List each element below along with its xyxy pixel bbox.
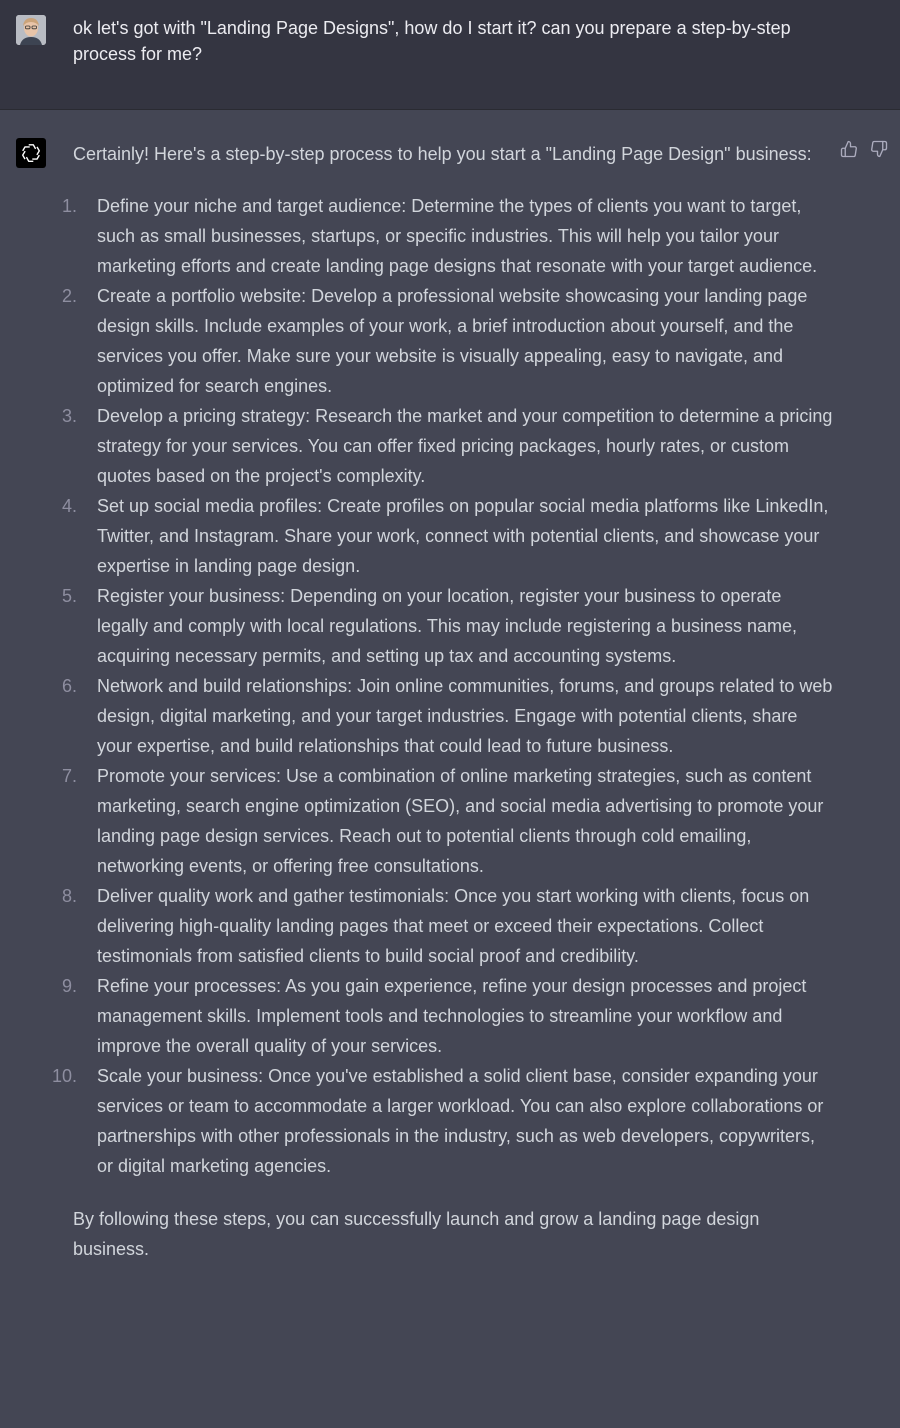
list-item — [61, 761, 833, 881]
assistant-message — [0, 110, 900, 1428]
list-item-text: Develop a pricing strategy: Research the market and your competition to determine a pricing strategy for your services. You can offer fixed pricing packages, hourly rates, or custom quotes based on the project's complexity. — [97, 406, 833, 486]
openai-logo-icon — [16, 138, 46, 168]
list-item — [61, 881, 833, 971]
feedback-buttons — [840, 140, 888, 158]
list-item — [51, 1061, 833, 1181]
list-item-number: 9. — [61, 976, 77, 996]
list-item — [61, 281, 833, 401]
assistant-outro: By following these steps, you can successfully launch and grow a landing page design business. — [73, 1209, 760, 1259]
list-item — [61, 581, 833, 671]
list-item-number: 1. — [61, 196, 77, 216]
list-item-text: Network and build relationships: Join online communities, forums, and groups related to web design, digital marketing, and your target industries. Engage with potential clients, share your expertise, and build relationships that could lead to future business. — [97, 676, 833, 756]
list-item-number: 3. — [61, 406, 77, 426]
list-item-number: 4. — [61, 496, 77, 516]
assistant-intro: Certainly! Here's a step-by-step process to help you start a "Landing Page Design" business: — [73, 144, 812, 164]
list-item — [61, 671, 833, 761]
list-item — [61, 191, 833, 281]
list-item-text: Define your niche and target audience: Determine the types of clients you want to target, such as small businesses, startups, or specific industries. This will help you tailor your marketing efforts and create landing page designs that resonate with your target audience. — [97, 196, 818, 276]
list-item-number: 5. — [61, 586, 77, 606]
thumbs-up-icon[interactable] — [840, 140, 858, 158]
user-message-text: ok let's got with "Landing Page Designs", how do I start it? can you prepare a step-by-step process for me? — [73, 18, 791, 64]
list-item-number: 2. — [61, 286, 77, 306]
list-item-text: Set up social media profiles: Create profiles on popular social media platforms like LinkedIn, Twitter, and Instagram. Share your work, connect with potential clients, and showcase your expertise in landing page design. — [97, 496, 829, 576]
list-item — [61, 491, 833, 581]
list-item-number: 8. — [61, 886, 77, 906]
list-item-number: 6. — [61, 676, 77, 696]
list-item-text: Register your business: Depending on your location, register your business to operate legally and comply with local regulations. This may include registering a business name, acquiring necessary permits, and setting up tax and accounting systems. — [97, 586, 798, 666]
list-item-text: Promote your services: Use a combination of online marketing strategies, such as content marketing, search engine optimization (SEO), and social media advertising to promote your landing page design services. Reach out to potential clients through cold emailing, networking events, or offering free consultations. — [97, 766, 824, 876]
list-item — [61, 401, 833, 491]
list-item-number: 7. — [61, 766, 77, 786]
list-item-text: Deliver quality work and gather testimonials: Once you start working with clients, focus on delivering high-quality landing pages that meet or exceed their expectations. Collect testimonials from satisfied clients to build social proof and credibility. — [97, 886, 810, 966]
steps-list — [51, 191, 833, 1181]
list-item-text: Scale your business: Once you've established a solid client base, consider expanding your services or team to accommodate a larger workload. You can also explore collaborations or partnerships with other professionals in the industry, such as web developers, copywriters, or digital marketing agencies. — [97, 1066, 824, 1176]
list-item-text: Create a portfolio website: Develop a professional website showcasing your landing page design skills. Include examples of your work, a brief introduction about yourself, and the services you offer. Make sure your website is visually appealing, easy to navigate, and optimized for search engines. — [97, 286, 808, 396]
list-item — [61, 971, 833, 1061]
assistant-message-body — [51, 139, 833, 1264]
thumbs-down-icon[interactable] — [870, 140, 888, 158]
user-message — [0, 0, 900, 110]
list-item-number: 10. — [51, 1066, 77, 1086]
list-item-text: Refine your processes: As you gain experience, refine your design processes and project management skills. Implement tools and technologies to streamline your workflow and improve the overall quality of your services. — [97, 976, 807, 1056]
user-avatar — [16, 15, 46, 45]
